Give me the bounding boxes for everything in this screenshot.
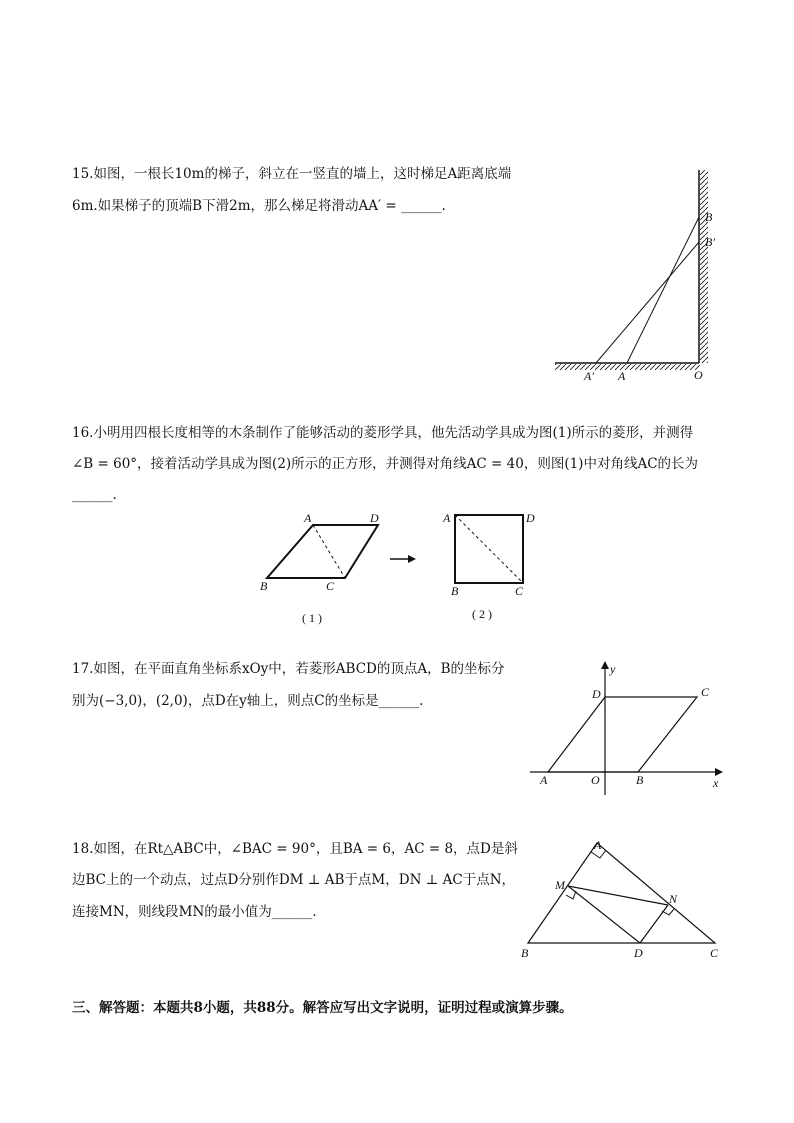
fig1-label-B: B: [260, 579, 268, 593]
ground-hatch: [555, 364, 700, 370]
fig1-label-A: A: [304, 511, 312, 525]
q15-text-line2: 6m.如果梯子的顶端B下滑2m，那么梯足将滑动AA′ = ______.: [72, 198, 446, 214]
fig2-label-B: B: [451, 584, 459, 598]
fig1-label-C: C: [326, 579, 335, 593]
rhombus-shape: [267, 525, 378, 578]
segment-MN: [568, 886, 668, 905]
label-B: B: [636, 773, 644, 787]
q18-text-line2: 边BC上的一个动点，过点D分别作DM ⊥ AB于点M，DN ⊥ AC于点N，: [72, 872, 516, 888]
fig2-caption: ( 2 ): [472, 607, 492, 621]
q16-text-line1: 16.小明用四根长度相等的木条制作了能够活动的菱形学具，他先活动学具成为图(1)所示的菱形，并测得: [72, 425, 694, 441]
label-A: A: [594, 838, 602, 852]
q16-text-line3: ______.: [72, 487, 117, 503]
q15-text-line1: 15.如图，一根长10m的梯子，斜立在一竖直的墙上，这时梯足A距离底端: [72, 166, 512, 182]
label-D: D: [592, 687, 601, 701]
label-O: O: [694, 368, 703, 382]
label-M: M: [555, 878, 565, 892]
label-N: N: [669, 892, 678, 906]
right-angle-mark-M: [566, 891, 576, 899]
q17-text-line1: 17.如图，在平面直角坐标系xOy中，若菱形ABCD的顶点A，B的坐标分: [72, 661, 505, 677]
square-diagonal-AC: [455, 515, 523, 583]
fig1-caption: ( 1 ): [302, 611, 322, 625]
q15-ladder-figure: [550, 165, 730, 390]
q17-text-line2: 别为(−3,0)，(2,0)，点D在y轴上，则点C的坐标是______.: [72, 693, 424, 709]
fig1-label-D: D: [370, 511, 379, 525]
y-axis-arrow-icon: [601, 661, 609, 669]
segment-DN: [640, 905, 668, 943]
label-B-prime: B′: [705, 235, 715, 249]
label-y: y: [610, 662, 616, 676]
fig2-label-A: A: [443, 511, 451, 525]
q18-triangle-figure: [512, 835, 727, 965]
label-A: A: [540, 773, 548, 787]
rhombus-diagonal-AC: [313, 525, 345, 578]
label-A: A: [618, 369, 626, 383]
label-D: D: [634, 946, 643, 960]
wall-hatch: [700, 170, 708, 363]
q16-text-line2: ∠B = 60°，接着活动学具成为图(2)所示的正方形，并测得对角线AC = 40，则图(1)中对角线AC的长为: [72, 456, 699, 472]
rhombus-ABCD: [548, 697, 697, 772]
segment-MD: [568, 886, 640, 943]
ladder-original: [627, 217, 699, 363]
section3-heading: 三、解答题：本题共8小题，共88分。解答应写出文字说明，证明过程或演算步骤。: [72, 1000, 573, 1016]
label-C: C: [701, 685, 710, 699]
label-x: x: [713, 776, 719, 790]
label-B: B: [705, 210, 713, 224]
q18-text-line1: 18.如图，在Rt△ABC中，∠BAC = 90°，且BA = 6，AC = 8，点D是斜: [72, 841, 518, 857]
label-C: C: [710, 946, 719, 960]
arrow-icon: [408, 555, 416, 563]
fig2-label-D: D: [526, 511, 535, 525]
label-B: B: [521, 946, 529, 960]
x-axis-arrow-icon: [715, 768, 723, 776]
fig2-label-C: C: [515, 584, 524, 598]
label-O: O: [591, 773, 600, 787]
q16-rhombus-square-figure: [250, 505, 550, 630]
label-A-prime: A′: [584, 369, 594, 383]
q17-coordinate-figure: [525, 655, 730, 795]
q18-text-line3: 连接MN，则线段MN的最小值为______.: [72, 904, 317, 920]
ladder-slid: [596, 242, 699, 363]
